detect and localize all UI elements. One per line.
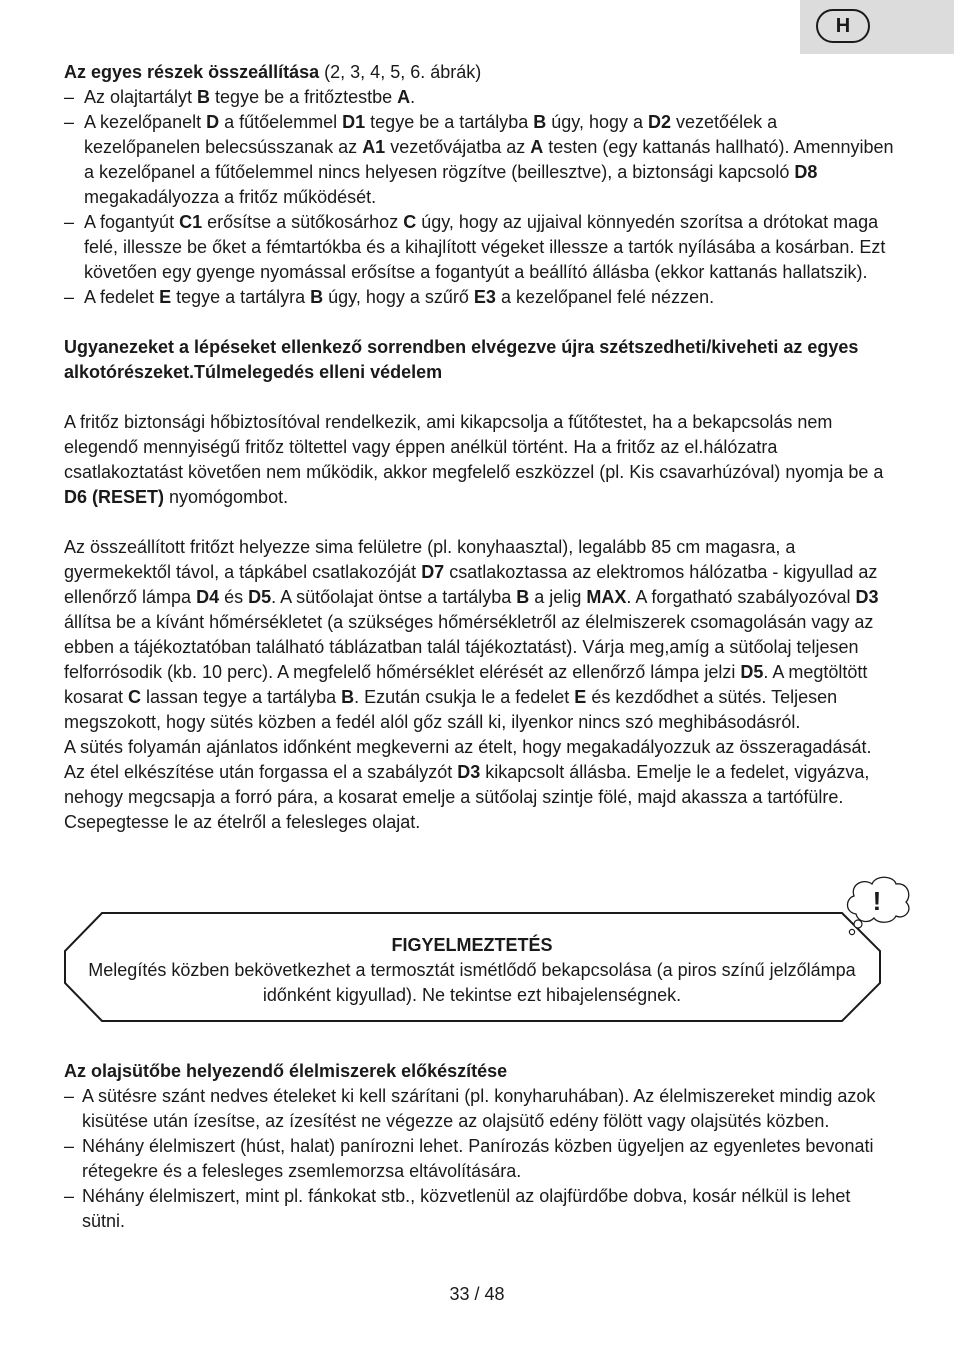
part-reference: D6 (RESET) — [64, 487, 165, 507]
overheat-paragraph — [64, 410, 894, 510]
part-reference: B — [310, 287, 324, 307]
text-run: vezetőélek a kezelőpanelen belecsússzanak az — [84, 112, 778, 157]
part-reference: B — [341, 687, 355, 707]
text-run: A kezelőpanelt — [84, 112, 207, 132]
part-reference: E — [159, 287, 172, 307]
assembly-title-figures: (2, 3, 4, 5, 6. ábrák) — [319, 62, 482, 82]
text-run: Az összeállított fritőzt helyezze sima felületre (pl. konyhaasztal), legalább 85 cm magasra, a gyermekektől távol, a tápkábel csatlakozóját — [64, 537, 796, 582]
food-prep-item — [64, 1134, 894, 1184]
text-run: . Ezután csukja le a fedelet — [354, 687, 575, 707]
food-prep-title: Az olajsütőbe helyezendő élelmiszerek előkészítése — [64, 1061, 508, 1081]
main-content — [64, 60, 894, 835]
assembly-step — [64, 85, 894, 110]
part-reference: E3 — [473, 287, 496, 307]
text-run: . A sütőolajat öntse a tartályba — [271, 587, 517, 607]
part-reference: A — [530, 137, 544, 157]
text-run: Az olajtartályt — [84, 87, 198, 107]
part-reference: D3 — [457, 762, 481, 782]
part-reference: B — [197, 87, 211, 107]
part-reference: D4 — [196, 587, 220, 607]
assembly-steps — [64, 85, 894, 310]
bullet-dash: – — [64, 287, 75, 307]
text-run: A fedelet — [84, 287, 160, 307]
part-reference: A1 — [362, 137, 386, 157]
part-reference: MAX — [586, 587, 627, 607]
bullet-dash: – — [64, 1136, 75, 1156]
text-run: kikapcsolt állásba. Emelje le a fedelet, vigyázva, nehogy megcsapja a forró pára, a kosarat emelje a sütőolaj szintje fölé, majd akassza a tartófülre. Csepegtesse le az ételről a felesleges olajat. — [64, 762, 870, 832]
assembly-step — [64, 110, 894, 210]
text-run: . A megtöltött kosarat — [64, 662, 868, 707]
assembly-heading — [64, 60, 894, 85]
part-reference: D7 — [421, 562, 445, 582]
language-badge: H — [816, 9, 870, 43]
warning-text: Melegítés közben bekövetkezhet a termosztát ismétlődő bekapcsolása (a piros színű jelzőlámpa időnként kigyullad). Ne tekintse ezt hibajelenségnek. — [88, 960, 856, 1005]
text-run: a kezelőpanel felé nézzen. — [495, 287, 715, 307]
text-run: úgy, hogy a — [546, 112, 649, 132]
text-run: lassan tegye a tartályba — [141, 687, 342, 707]
step-text — [84, 87, 415, 107]
warning-title: FIGYELMEZTETÉS — [391, 935, 553, 955]
text-run: megakadályozza a fritőz működését. — [84, 187, 377, 207]
part-reference: B — [533, 112, 547, 132]
warning-box — [64, 912, 882, 1022]
text-run: vezetővájatba az — [385, 137, 531, 157]
part-reference: D3 — [855, 587, 879, 607]
exclamation-icon: ! — [872, 886, 882, 916]
bullet-dash: – — [64, 1186, 75, 1206]
part-reference: D1 — [342, 112, 366, 132]
text-run: A fogantyút — [84, 212, 180, 232]
food-prep-item-text: Néhány élelmiszert, mint pl. fánkokat stb., közvetlenül az olajfürdőbe dobva, kosár nélkül is lehet sütni. — [82, 1186, 851, 1231]
text-run: tegye be a fritőztestbe — [210, 87, 398, 107]
text-run: nyomógombot. — [164, 487, 289, 507]
text-run: . — [410, 87, 416, 107]
warning-bubble-icon — [842, 874, 914, 938]
part-reference: D2 — [648, 112, 672, 132]
part-reference: D5 — [740, 662, 764, 682]
assembly-title: Az egyes részek összeállítása — [64, 62, 320, 82]
text-run: erősítse a sütőkosárhoz — [202, 212, 404, 232]
text-run: és kezdődhet a sütés. Teljesen megszokott, hogy sütés közben a fedél alól gőz száll ki, ilyenkor nincs szó meghibásodásról. — [64, 687, 838, 732]
part-reference: E — [574, 687, 587, 707]
part-reference: D — [206, 112, 220, 132]
stirring-paragraph — [64, 735, 894, 835]
text-run: tegye be a tartályba — [365, 112, 534, 132]
language-tab — [800, 0, 954, 54]
bullet-dash: – — [64, 212, 75, 232]
page-number: 33 / 48 — [449, 1284, 505, 1304]
text-run: úgy, hogy az ujjaival könnyedén szorítsa a drótokat maga felé, illessze be őket a fémtartókba és a kihajlított végeket illessze a tartók nyílásába a kosárban. Ezt követően egy gyenge nyomással erősítse a fogantyút a beállító állásba (ekkor kattanás hallatszik). — [84, 212, 886, 282]
text-run: A sütés folyamán ajánlatos időnként megkeverni az ételt, hogy megakadályozzuk az összeragadását. Az étel elkészítése után forgassa el a szabályzót — [64, 737, 872, 782]
bullet-dash: – — [64, 87, 75, 107]
text-run: a fűtőelemmel — [219, 112, 343, 132]
text-run: A fritőz biztonsági hőbiztosítóval rendelkezik, ami kikapcsolja a fűtőtestet, ha a bekapcsolás nem elegendő mennyiségű fritőz töltettel vagy éppen anélkül történt. Ha a fritőz az el.hálózatra csatlakoztatást követően nem működik, akkor megfelelő eszközzel (pl. Kis csavarhúzóval) nyomja be a — [64, 412, 884, 482]
text-run: testen (egy kattanás hallható). Amennyiben a kezelőpanel a fűtőelemmel nincs helyesen rögzítve (beillesztve), a biztonsági kapcsoló — [84, 137, 894, 182]
assembly-step — [64, 210, 894, 285]
step-text — [84, 212, 885, 282]
text-run: tegye a tartályra — [171, 287, 311, 307]
food-prep-item — [64, 1084, 894, 1134]
text-run: úgy, hogy a szűrő — [323, 287, 474, 307]
text-run: csatlakoztassa az elektromos hálózatba - kigyullad az ellenőrző lámpa — [64, 562, 878, 607]
text-run: állítsa be a kívánt hőmérsékletet (a szükséges hőmérsékletről az élelmiszerek csomagolásán vagy az ebben a tájékoztatóban található táblázatban talál tájékoztatást). Várja meg,amíg a sütőolaj teljesen felforrósodik (kb. 10 perc). A megfelelő hőmérséklet elérését az ellenőrző lámpa jelzi — [64, 612, 874, 682]
disassembly-note: Ugyanezeket a lépéseket ellenkező sorrendben elvégezve újra szétszedheti/kiveheti az egyes alkotórészeket.Túlmelegedés elleni védelem — [64, 337, 859, 382]
bullet-dash: – — [64, 112, 75, 132]
part-reference: C — [403, 212, 417, 232]
step-text — [84, 112, 894, 207]
part-reference: D5 — [248, 587, 272, 607]
part-reference: C — [128, 687, 142, 707]
food-prep-item — [64, 1184, 894, 1234]
part-reference: C1 — [179, 212, 203, 232]
usage-paragraph — [64, 535, 894, 735]
food-prep-item-text: Néhány élelmiszert (húst, halat) panírozni lehet. Panírozás közben ügyeljen az egyenletes bevonati rétegekre és a felesleges zsemlemorzsa eltávolítására. — [82, 1136, 874, 1181]
step-text — [84, 287, 714, 307]
text-run: a jelig — [529, 587, 587, 607]
food-prep-item-text: A sütésre szánt nedves ételeket ki kell szárítani (pl. konyharuhában). Az élelmiszereket mindig azok kisütése után ízesítse, az ízesítést ne végezze az olajsütő edény fölött vagy olajsütés közben. — [82, 1086, 876, 1131]
text-run: . A forgatható szabályozóval — [626, 587, 856, 607]
part-reference: B — [516, 587, 530, 607]
part-reference: D8 — [794, 162, 818, 182]
part-reference: A — [397, 87, 411, 107]
text-run: és — [219, 587, 249, 607]
assembly-step — [64, 285, 894, 310]
food-prep-section — [64, 1059, 894, 1234]
bullet-dash: – — [64, 1086, 75, 1106]
